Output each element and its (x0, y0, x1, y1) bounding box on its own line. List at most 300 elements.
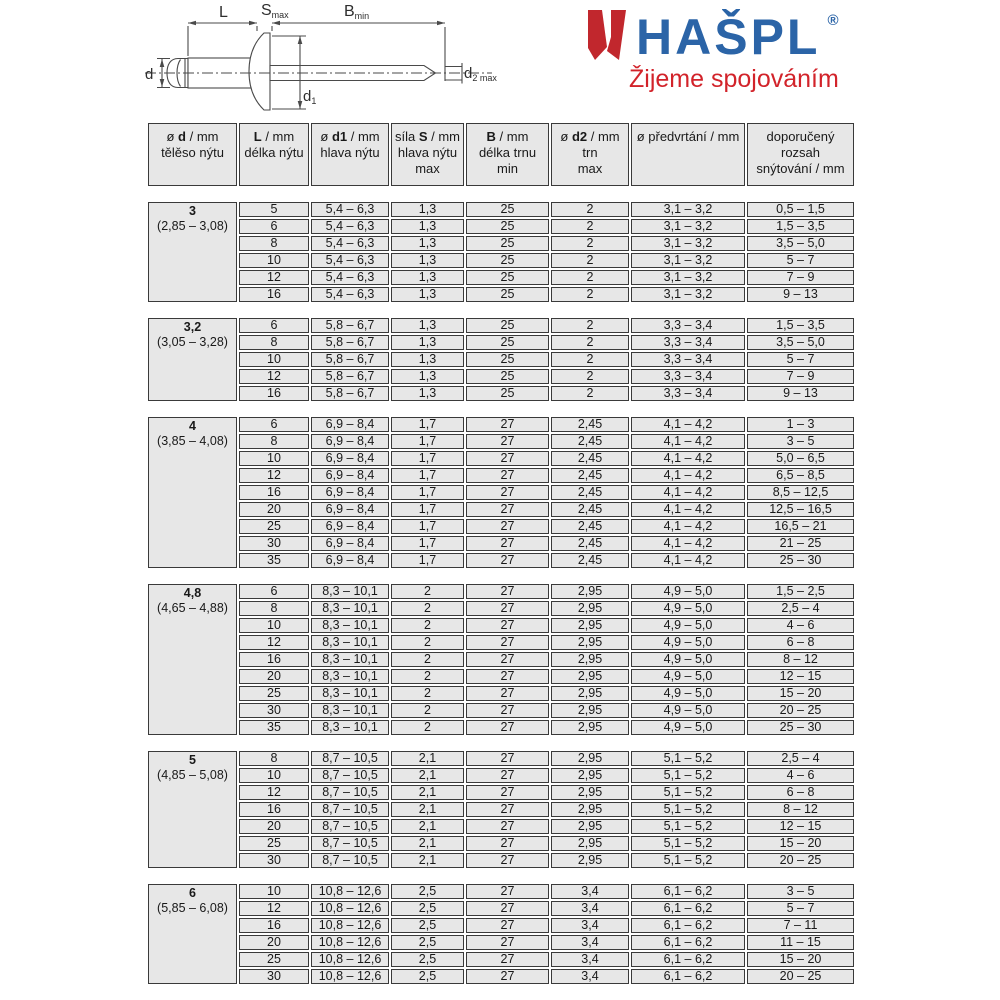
table-cell: 2 (391, 618, 464, 633)
table-cell: 6,1 – 6,2 (631, 918, 745, 933)
table-cell: 3,3 – 3,4 (631, 386, 745, 401)
table-row (148, 519, 854, 534)
group-label: 4 (3,85 – 4,08) (148, 417, 237, 568)
table-row (148, 318, 854, 333)
table-cell: 6,1 – 6,2 (631, 901, 745, 916)
rivet-mandrel-stem (270, 66, 436, 81)
table-cell: 27 (466, 652, 549, 667)
table-cell: 2,45 (551, 536, 629, 551)
table-cell: 5,8 – 6,7 (311, 386, 389, 401)
table-cell: 1,7 (391, 468, 464, 483)
table-row (148, 686, 854, 701)
table-cell: 2,45 (551, 451, 629, 466)
table-cell: 5,1 – 5,2 (631, 853, 745, 868)
table-cell: 2,1 (391, 802, 464, 817)
spec-table-groups (146, 200, 856, 986)
column-header: ø předvrtání / mm (631, 123, 745, 186)
table-cell: 4 – 6 (747, 618, 854, 633)
table-cell: 27 (466, 819, 549, 834)
table-cell: 35 (239, 553, 309, 568)
table-cell: 10,8 – 12,6 (311, 935, 389, 950)
table-cell: 3,1 – 3,2 (631, 202, 745, 217)
table-cell: 7 – 11 (747, 918, 854, 933)
table-cell: 27 (466, 918, 549, 933)
table-row (148, 836, 854, 851)
table-cell: 1,7 (391, 451, 464, 466)
dim-label-L: L (219, 4, 228, 21)
table-cell: 6,5 – 8,5 (747, 468, 854, 483)
table-cell: 5 (239, 202, 309, 217)
table-cell: 25 (466, 318, 549, 333)
table-row (148, 819, 854, 834)
table-cell: 25 (466, 253, 549, 268)
table-cell: 25 (239, 519, 309, 534)
table-cell: 20 – 25 (747, 853, 854, 868)
table-cell: 2,95 (551, 785, 629, 800)
dim-label-d1: $d_1$ (303, 88, 317, 106)
table-cell: 10 (239, 352, 309, 367)
table-cell: 30 (239, 536, 309, 551)
table-cell: 1,3 (391, 236, 464, 251)
table-cell: 8 (239, 434, 309, 449)
table-cell: 27 (466, 884, 549, 899)
table-row (148, 434, 854, 449)
table-cell: 8,7 – 10,5 (311, 819, 389, 834)
table-row (148, 485, 854, 500)
table-cell: 27 (466, 785, 549, 800)
table-cell: 2 (391, 635, 464, 650)
table-cell: 27 (466, 720, 549, 735)
table-cell: 2,95 (551, 635, 629, 650)
table-cell: 2,45 (551, 417, 629, 432)
table-row (148, 720, 854, 735)
table-cell: 5 – 7 (747, 253, 854, 268)
table-cell: 6,9 – 8,4 (311, 553, 389, 568)
table-row (148, 618, 854, 633)
table-cell: 10,8 – 12,6 (311, 952, 389, 967)
table-cell: 10 (239, 768, 309, 783)
spec-group-table (146, 200, 856, 304)
table-cell: 4 – 6 (747, 768, 854, 783)
group-label: 3,2 (3,05 – 3,28) (148, 318, 237, 401)
table-cell: 15 – 20 (747, 686, 854, 701)
group-label: 4,8 (4,65 – 4,88) (148, 584, 237, 735)
table-cell: 6 (239, 584, 309, 599)
table-cell: 8,7 – 10,5 (311, 751, 389, 766)
table-cell: 6 – 8 (747, 785, 854, 800)
table-cell: 3,3 – 3,4 (631, 335, 745, 350)
table-cell: 8 – 12 (747, 652, 854, 667)
table-cell: 2,5 (391, 952, 464, 967)
table-cell: 30 (239, 969, 309, 984)
table-cell: 2,95 (551, 584, 629, 599)
table-cell: 20 (239, 502, 309, 517)
table-cell: 6 (239, 318, 309, 333)
table-cell: 27 (466, 768, 549, 783)
table-row (148, 601, 854, 616)
table-cell: 12 (239, 369, 309, 384)
table-cell: 16 (239, 386, 309, 401)
table-row (148, 417, 854, 432)
table-cell: 16 (239, 287, 309, 302)
table-cell: 8,7 – 10,5 (311, 785, 389, 800)
table-cell: 2 (391, 584, 464, 599)
table-cell: 2,5 (391, 901, 464, 916)
table-cell: 3,1 – 3,2 (631, 253, 745, 268)
table-cell: 3,3 – 3,4 (631, 369, 745, 384)
table-cell: 5,1 – 5,2 (631, 819, 745, 834)
table-row (148, 536, 854, 551)
table-row (148, 253, 854, 268)
table-cell: 12 (239, 635, 309, 650)
table-cell: 2,1 (391, 768, 464, 783)
table-cell: 2 (391, 652, 464, 667)
haspl-logo-mark-icon (585, 10, 629, 64)
table-cell: 4,9 – 5,0 (631, 601, 745, 616)
table-row (148, 553, 854, 568)
table-cell: 2 (551, 369, 629, 384)
table-cell: 27 (466, 502, 549, 517)
spec-group-table (146, 582, 856, 737)
table-cell: 3,5 – 5,0 (747, 335, 854, 350)
table-cell: 8,7 – 10,5 (311, 853, 389, 868)
table-cell: 10,8 – 12,6 (311, 884, 389, 899)
table-cell: 6,9 – 8,4 (311, 468, 389, 483)
table-row (148, 652, 854, 667)
table-cell: 25 (466, 219, 549, 234)
table-cell: 1,3 (391, 287, 464, 302)
table-row (148, 335, 854, 350)
table-row (148, 270, 854, 285)
table-row (148, 669, 854, 684)
table-cell: 5,8 – 6,7 (311, 369, 389, 384)
table-row (148, 502, 854, 517)
spec-group-table (146, 316, 856, 403)
table-cell: 6 (239, 417, 309, 432)
table-cell: 27 (466, 969, 549, 984)
table-cell: 2 (551, 236, 629, 251)
registered-mark-icon: ® (827, 12, 839, 29)
table-cell: 12 (239, 468, 309, 483)
table-cell: 3,1 – 3,2 (631, 270, 745, 285)
table-cell: 1 – 3 (747, 417, 854, 432)
table-cell: 2 (551, 335, 629, 350)
table-cell: 3,4 (551, 918, 629, 933)
table-cell: 2,95 (551, 686, 629, 701)
table-row (148, 969, 854, 984)
table-row (148, 785, 854, 800)
table-cell: 4,9 – 5,0 (631, 635, 745, 650)
table-cell: 2,95 (551, 751, 629, 766)
table-cell: 8,3 – 10,1 (311, 686, 389, 701)
table-cell: 1,7 (391, 485, 464, 500)
table-row (148, 853, 854, 868)
rivet-flange (249, 33, 270, 110)
table-cell: 25 (239, 836, 309, 851)
table-cell: 1,3 (391, 369, 464, 384)
table-cell: 27 (466, 703, 549, 718)
column-header: ø d1 / mm hlava nýtu (311, 123, 389, 186)
table-cell: 16 (239, 485, 309, 500)
table-cell: 8 (239, 751, 309, 766)
table-cell: 15 – 20 (747, 836, 854, 851)
table-cell: 27 (466, 802, 549, 817)
table-cell: 2,95 (551, 703, 629, 718)
table-row (148, 935, 854, 950)
table-cell: 11 – 15 (747, 935, 854, 950)
table-row (148, 901, 854, 916)
table-row (148, 386, 854, 401)
table-cell: 5,1 – 5,2 (631, 751, 745, 766)
table-cell: 30 (239, 853, 309, 868)
table-cell: 1,7 (391, 434, 464, 449)
table-cell: 6 – 8 (747, 635, 854, 650)
table-cell: 3,1 – 3,2 (631, 219, 745, 234)
table-row (148, 884, 854, 899)
table-cell: 25 (466, 202, 549, 217)
table-cell: 1,5 – 3,5 (747, 219, 854, 234)
spec-group-table (146, 415, 856, 570)
table-cell: 4,9 – 5,0 (631, 686, 745, 701)
table-cell: 8,7 – 10,5 (311, 802, 389, 817)
table-cell: 2,5 (391, 884, 464, 899)
table-cell: 2,5 (391, 918, 464, 933)
table-cell: 4,1 – 4,2 (631, 536, 745, 551)
table-cell: 2,1 (391, 785, 464, 800)
table-cell: 16 (239, 918, 309, 933)
table-row (148, 584, 854, 599)
dim-label-S-max: Smax (261, 2, 289, 20)
table-cell: 27 (466, 669, 549, 684)
table-row (148, 918, 854, 933)
table-row (148, 802, 854, 817)
table-row (148, 768, 854, 783)
table-cell: 25 – 30 (747, 720, 854, 735)
table-cell: 4,1 – 4,2 (631, 468, 745, 483)
table-cell: 3,4 (551, 969, 629, 984)
table-cell: 2,45 (551, 553, 629, 568)
table-cell: 1,7 (391, 519, 464, 534)
table-cell: 12 (239, 785, 309, 800)
table-cell: 27 (466, 536, 549, 551)
table-cell: 2 (391, 703, 464, 718)
table-cell: 25 (239, 686, 309, 701)
table-cell: 27 (466, 584, 549, 599)
table-cell: 1,5 – 3,5 (747, 318, 854, 333)
dim-label-d2-max: $d_{2 max}$ (464, 65, 497, 83)
table-cell: 2,95 (551, 669, 629, 684)
table-cell: 12 (239, 270, 309, 285)
table-cell: 5,1 – 5,2 (631, 785, 745, 800)
table-cell: 1,3 (391, 318, 464, 333)
table-cell: 27 (466, 519, 549, 534)
table-cell: 6,1 – 6,2 (631, 969, 745, 984)
group-label: 5 (4,85 – 5,08) (148, 751, 237, 868)
table-cell: 16,5 – 21 (747, 519, 854, 534)
table-cell: 2,45 (551, 468, 629, 483)
spec-table-header (146, 121, 856, 188)
table-cell: 6,9 – 8,4 (311, 536, 389, 551)
table-cell: 8,3 – 10,1 (311, 635, 389, 650)
table-cell: 5,1 – 5,2 (631, 836, 745, 851)
table-cell: 10 (239, 618, 309, 633)
table-cell: 12 – 15 (747, 819, 854, 834)
table-cell: 8,3 – 10,1 (311, 618, 389, 633)
table-cell: 6,9 – 8,4 (311, 434, 389, 449)
table-cell: 5,0 – 6,5 (747, 451, 854, 466)
table-cell: 4,9 – 5,0 (631, 652, 745, 667)
table-cell: 5,4 – 6,3 (311, 270, 389, 285)
table-cell: 2 (391, 601, 464, 616)
table-cell: 2 (551, 352, 629, 367)
table-row (148, 352, 854, 367)
table-cell: 3,5 – 5,0 (747, 236, 854, 251)
dim-label-d: d (145, 66, 154, 83)
table-cell: 10 (239, 451, 309, 466)
table-row (148, 236, 854, 251)
table-cell: 2,95 (551, 802, 629, 817)
table-cell: 25 (466, 386, 549, 401)
table-cell: 8,3 – 10,1 (311, 703, 389, 718)
table-cell: 4,9 – 5,0 (631, 669, 745, 684)
table-cell: 1,3 (391, 253, 464, 268)
table-row (148, 952, 854, 967)
table-cell: 1,3 (391, 219, 464, 234)
table-cell: 7 – 9 (747, 270, 854, 285)
table-cell: 2 (551, 386, 629, 401)
table-cell: 2,95 (551, 819, 629, 834)
table-cell: 2 (551, 287, 629, 302)
spec-table (146, 121, 856, 986)
table-cell: 25 (466, 287, 549, 302)
table-cell: 4,9 – 5,0 (631, 618, 745, 633)
table-cell: 27 (466, 553, 549, 568)
table-cell: 8,7 – 10,5 (311, 768, 389, 783)
table-row (148, 703, 854, 718)
table-cell: 8 – 12 (747, 802, 854, 817)
table-cell: 2,5 – 4 (747, 601, 854, 616)
table-cell: 6,9 – 8,4 (311, 451, 389, 466)
header-row (148, 123, 854, 186)
table-cell: 12 – 15 (747, 669, 854, 684)
table-cell: 2 (391, 669, 464, 684)
table-cell: 20 – 25 (747, 969, 854, 984)
table-cell: 4,9 – 5,0 (631, 584, 745, 599)
table-cell: 6,9 – 8,4 (311, 417, 389, 432)
table-cell: 2,45 (551, 434, 629, 449)
table-cell: 27 (466, 434, 549, 449)
table-row (148, 287, 854, 302)
table-cell: 7 – 9 (747, 369, 854, 384)
table-cell: 27 (466, 635, 549, 650)
table-cell: 27 (466, 836, 549, 851)
table-cell: 2 (551, 318, 629, 333)
table-cell: 3,3 – 3,4 (631, 318, 745, 333)
group-label: 6 (5,85 – 6,08) (148, 884, 237, 984)
table-cell: 5,1 – 5,2 (631, 768, 745, 783)
table-cell: 8,3 – 10,1 (311, 601, 389, 616)
table-cell: 12,5 – 16,5 (747, 502, 854, 517)
table-cell: 8,3 – 10,1 (311, 652, 389, 667)
table-cell: 1,3 (391, 386, 464, 401)
table-cell: 5,4 – 6,3 (311, 253, 389, 268)
table-cell: 12 (239, 901, 309, 916)
table-cell: 5,4 – 6,3 (311, 202, 389, 217)
table-cell: 3,4 (551, 952, 629, 967)
table-cell: 8 (239, 601, 309, 616)
spec-group-table (146, 749, 856, 870)
table-cell: 5 – 7 (747, 352, 854, 367)
table-cell: 6 (239, 219, 309, 234)
table-cell: 25 – 30 (747, 553, 854, 568)
table-cell: 5 – 7 (747, 901, 854, 916)
column-header: B / mm délka trnu min (466, 123, 549, 186)
table-cell: 30 (239, 703, 309, 718)
table-cell: 27 (466, 618, 549, 633)
column-header: ø d2 / mm trn max (551, 123, 629, 186)
table-cell: 4,1 – 4,2 (631, 434, 745, 449)
table-cell: 3 – 5 (747, 884, 854, 899)
table-cell: 15 – 20 (747, 952, 854, 967)
rivet-diagram (140, 0, 500, 120)
table-cell: 27 (466, 451, 549, 466)
table-cell: 2 (391, 720, 464, 735)
haspl-logo (585, 10, 885, 94)
table-cell: 27 (466, 751, 549, 766)
table-cell: 2,5 (391, 969, 464, 984)
table-cell: 2 (551, 202, 629, 217)
table-cell: 3,4 (551, 884, 629, 899)
table-cell: 2,95 (551, 768, 629, 783)
group-label: 3 (2,85 – 3,08) (148, 202, 237, 302)
table-row (148, 202, 854, 217)
table-cell: 16 (239, 802, 309, 817)
table-cell: 9 – 13 (747, 386, 854, 401)
table-cell: 5,8 – 6,7 (311, 335, 389, 350)
table-cell: 27 (466, 417, 549, 432)
table-cell: 6,9 – 8,4 (311, 519, 389, 534)
table-cell: 25 (466, 236, 549, 251)
column-header: ø d / mm tělěso nýtu (148, 123, 237, 186)
table-cell: 3 – 5 (747, 434, 854, 449)
table-cell: 6,1 – 6,2 (631, 935, 745, 950)
table-cell: 8,3 – 10,1 (311, 584, 389, 599)
table-cell: 2,95 (551, 836, 629, 851)
table-cell: 1,3 (391, 202, 464, 217)
table-cell: 2,95 (551, 853, 629, 868)
table-cell: 2,45 (551, 502, 629, 517)
table-cell: 27 (466, 952, 549, 967)
column-header: doporučený rozsah snýtování / mm (747, 123, 854, 186)
table-cell: 27 (466, 853, 549, 868)
table-cell: 27 (466, 686, 549, 701)
table-cell: 3,1 – 3,2 (631, 287, 745, 302)
table-cell: 1,7 (391, 417, 464, 432)
table-cell: 10,8 – 12,6 (311, 901, 389, 916)
table-cell: 20 (239, 669, 309, 684)
table-cell: 10 (239, 253, 309, 268)
table-cell: 6,9 – 8,4 (311, 502, 389, 517)
table-cell: 2,95 (551, 601, 629, 616)
spec-group-table (146, 882, 856, 986)
table-cell: 4,1 – 4,2 (631, 519, 745, 534)
table-cell: 25 (466, 369, 549, 384)
table-cell: 4,1 – 4,2 (631, 485, 745, 500)
table-cell: 10,8 – 12,6 (311, 969, 389, 984)
table-cell: 6,1 – 6,2 (631, 884, 745, 899)
table-cell: 5,8 – 6,7 (311, 352, 389, 367)
table-cell: 4,9 – 5,0 (631, 703, 745, 718)
